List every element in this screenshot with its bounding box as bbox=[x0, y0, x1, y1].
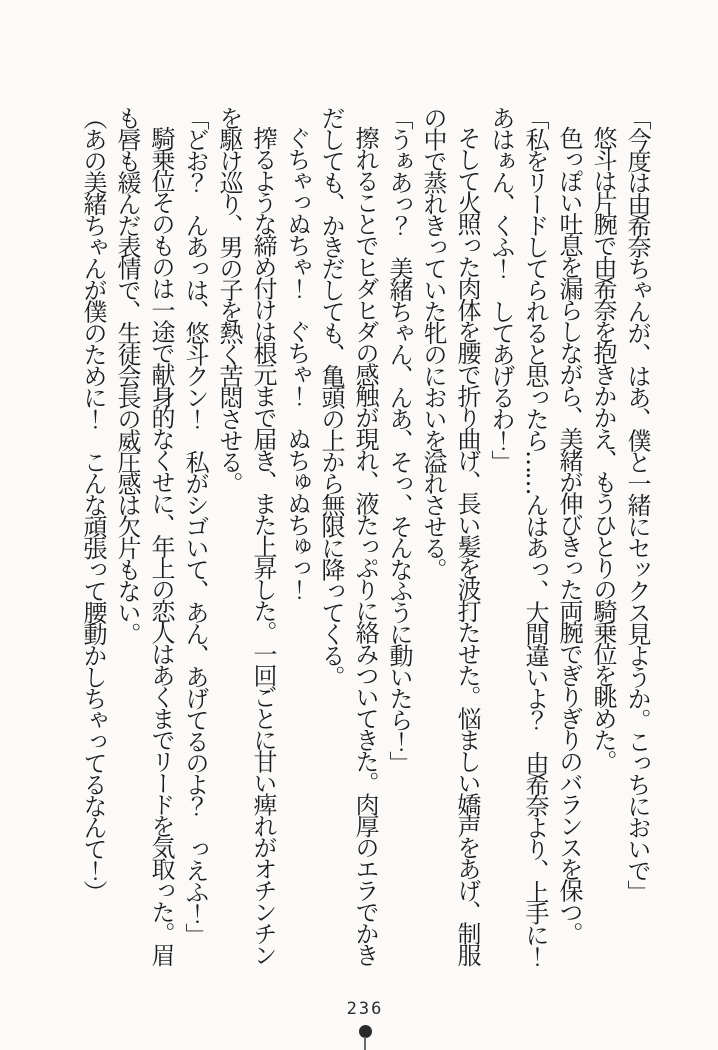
text-line: 「私をリードしてられると思ったら……んはあっ、大間違いよ？ 由希奈より、上手に！ bbox=[521, 106, 549, 966]
text-line: 「今度は由希奈ちゃんが、はあ、僕と一緒にセックス見ようか。こっちにおいで」 bbox=[623, 106, 651, 902]
text-line: 「どお？ んあっは、悠斗クン！ 私がシゴいて、あん、あげてるのよ？ っえふ！」 bbox=[181, 106, 209, 945]
text-line: 搾るような締め付けは根元まで届き、また上昇した。一回ごとに甘い痺れがオチンチン bbox=[249, 126, 277, 965]
text-line: 「うぁあっ？ 美緒ちゃん、んあ、そっ、そんなふうに動いたら！」 bbox=[385, 106, 413, 773]
vertical-text-block bbox=[76, 106, 654, 982]
text-line: だしても、かきだしても、亀頭の上から無限に降ってくる。 bbox=[317, 106, 345, 687]
binding-mark-stem bbox=[364, 1037, 366, 1050]
text-line: そして火照った肉体を腰で折り曲げ、長い髪を波打たせた。悩ましい嬌声をあげ、制服 bbox=[453, 126, 481, 965]
binding-mark-icon bbox=[358, 1025, 372, 1050]
page-number: 236 bbox=[346, 999, 384, 1019]
text-line: （あの美緒ちゃんが僕のために！ こんな頑張って腰動かしちゃってるなんて！） bbox=[79, 106, 107, 902]
text-line: 色っぽい吐息を漏らしながら、美緒が伸びきった両腕でぎりぎりのバランスを保つ。 bbox=[555, 126, 583, 943]
text-line: の中で蒸れきっていた牝のにおいを溢れさせる。 bbox=[419, 106, 447, 579]
text-line: あはぁん、くふ！ してあげるわ！」 bbox=[487, 106, 515, 472]
text-line: を駆け巡り、男の子を熱く苦悶させる。 bbox=[215, 106, 243, 493]
text-line: 擦れることでヒダヒダの感触が現れ、液たっぷりに絡みついてきた。肉厚のエラでかき bbox=[351, 126, 379, 965]
text-line: ぐちゃっぬちゃ！ ぐちゃ！ ぬちゅぬちゅっ！ bbox=[283, 126, 311, 599]
text-line: も唇も緩んだ表情で、生徒会長の威圧感は欠片もない。 bbox=[113, 106, 141, 644]
text-line: 悠斗は片腕で由希奈を抱きかかえ、もうひとりの騎乗位を眺めた。 bbox=[589, 126, 617, 771]
text-line: 騎乗位そのものは一途で献身的なくせに、年上の恋人はあくまでリードを気取った。眉 bbox=[147, 126, 175, 965]
